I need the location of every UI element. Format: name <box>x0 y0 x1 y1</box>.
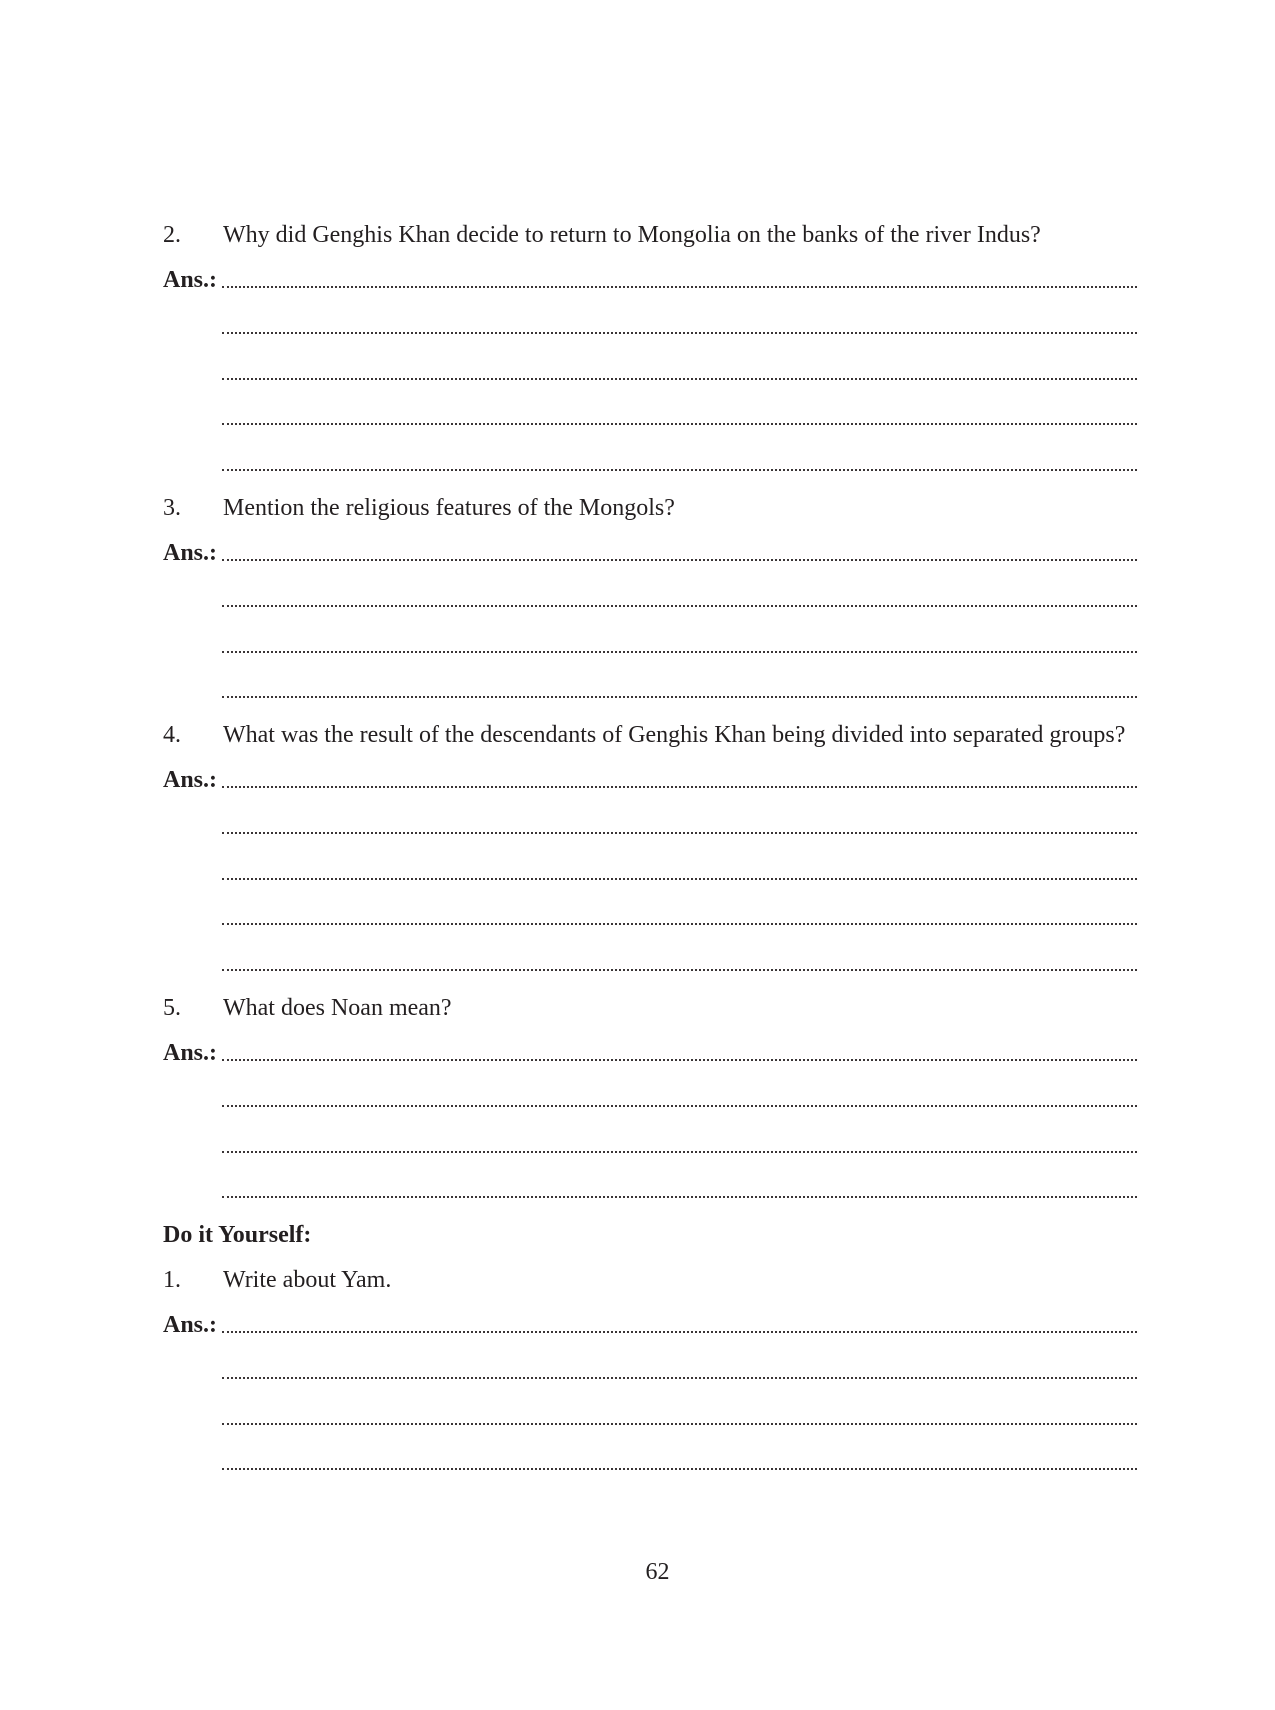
question-number: 2. <box>163 222 181 248</box>
answer-line[interactable] <box>222 423 1137 425</box>
answer-label: Ans.: <box>163 540 218 566</box>
answer-line[interactable] <box>222 923 1137 925</box>
answer-line[interactable] <box>222 786 1137 788</box>
answer-line[interactable] <box>222 969 1137 971</box>
question-text: Mention the religious features of the Mongols? <box>223 495 675 521</box>
answer-line[interactable] <box>222 832 1137 834</box>
section-title: Do it Yourself: <box>163 1222 312 1248</box>
answer-label: Ans.: <box>163 1312 218 1338</box>
question-text: What was the result of the descendants of Genghis Khan being divided into separated groups? <box>223 722 1126 748</box>
answer-line[interactable] <box>222 1105 1137 1107</box>
answer-line[interactable] <box>222 1196 1137 1198</box>
question-text: What does Noan mean? <box>223 995 452 1021</box>
answer-line[interactable] <box>222 1151 1137 1153</box>
answer-label: Ans.: <box>163 1040 218 1066</box>
answer-label: Ans.: <box>163 267 218 293</box>
answer-line[interactable] <box>222 469 1137 471</box>
answer-line[interactable] <box>222 378 1137 380</box>
question-number: 5. <box>163 995 181 1021</box>
answer-line[interactable] <box>222 696 1137 698</box>
answer-line[interactable] <box>222 286 1137 288</box>
question-number: 4. <box>163 722 181 748</box>
question-text: Why did Genghis Khan decide to return to Mongolia on the banks of the river Indus? <box>223 222 1041 248</box>
answer-line[interactable] <box>222 605 1137 607</box>
answer-line[interactable] <box>222 1059 1137 1061</box>
question-number: 1. <box>163 1267 181 1293</box>
question-text: Write about Yam. <box>223 1267 392 1293</box>
question-number: 3. <box>163 495 181 521</box>
answer-line[interactable] <box>222 1423 1137 1425</box>
answer-line[interactable] <box>222 559 1137 561</box>
answer-line[interactable] <box>222 1468 1137 1470</box>
page-number: 62 <box>645 1559 670 1585</box>
answer-line[interactable] <box>222 651 1137 653</box>
answer-line[interactable] <box>222 332 1137 334</box>
answer-line[interactable] <box>222 1331 1137 1333</box>
answer-line[interactable] <box>222 878 1137 880</box>
answer-label: Ans.: <box>163 767 218 793</box>
answer-line[interactable] <box>222 1377 1137 1379</box>
